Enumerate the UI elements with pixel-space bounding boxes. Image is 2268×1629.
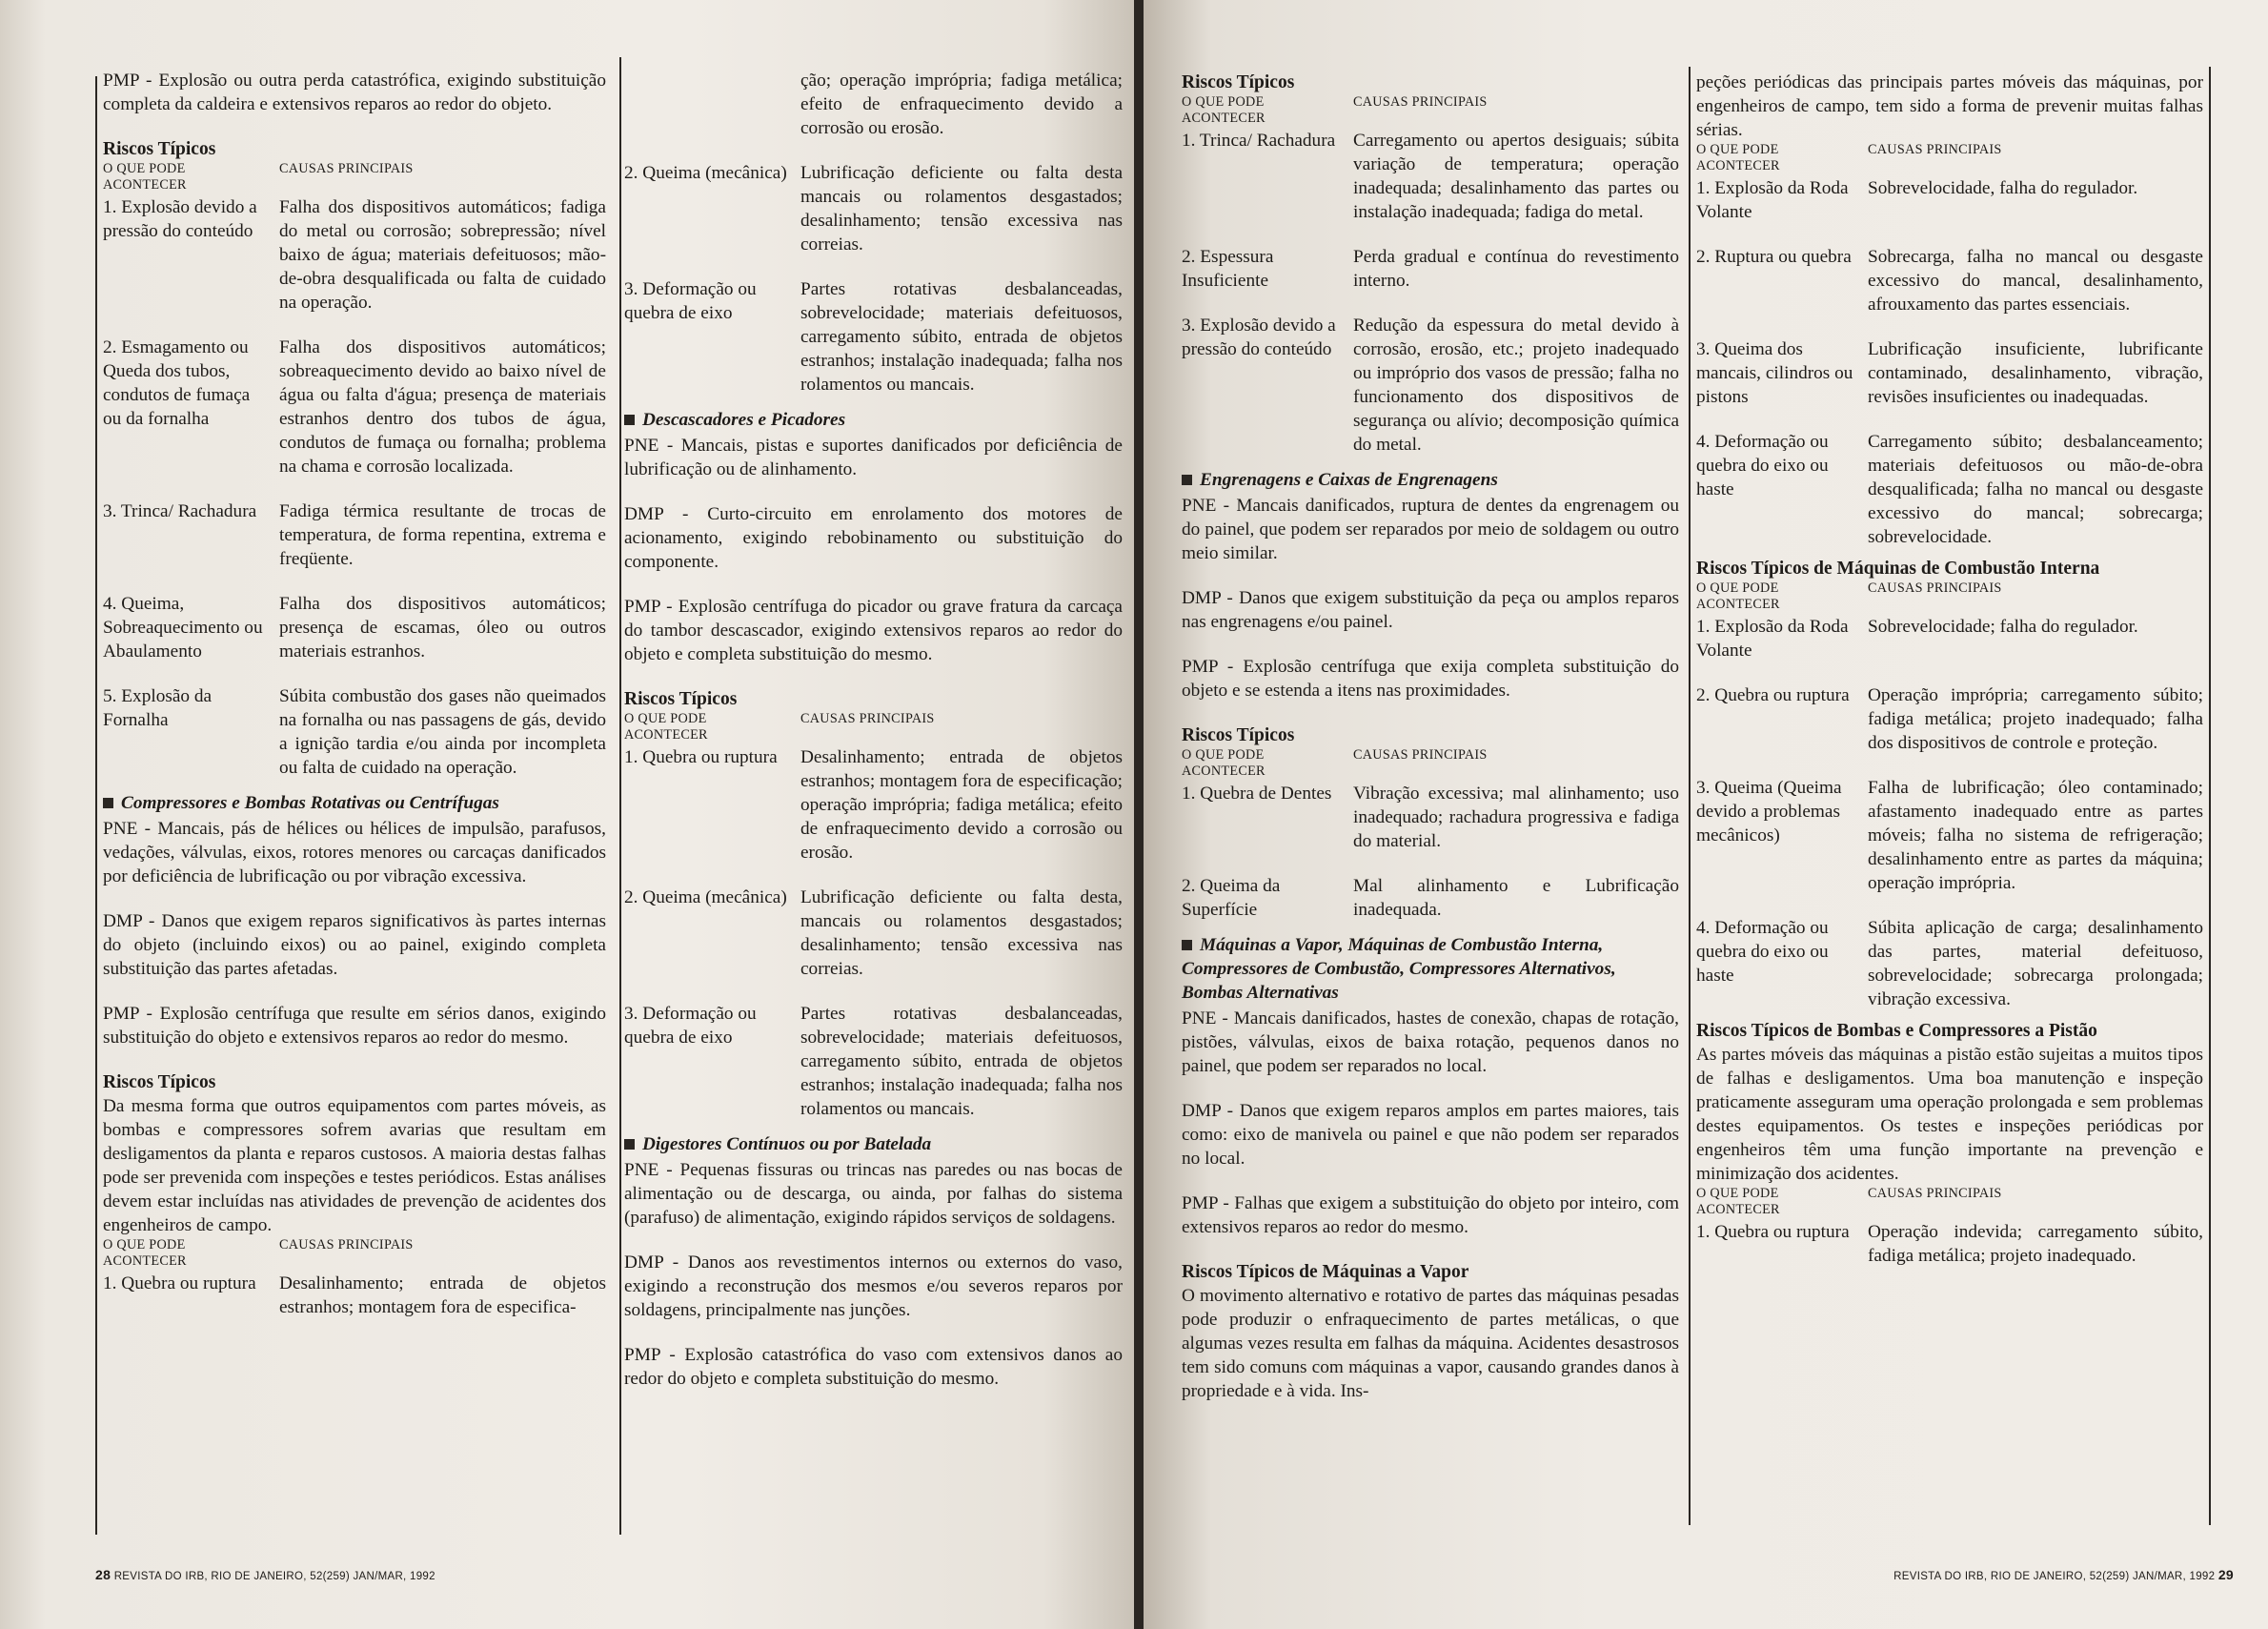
table-row: 5. Explosão da Fornalha Súbita combustão dos gases não queimados na fornalha ou nas passagens de gás, devido a ignição tardia e/ou ainda por incompleta ou falta de cuidado na operação. [103, 686, 606, 778]
table-row: 1. Explosão da Roda Volante Sobrevelocidade, falha do regulador. [1696, 178, 2138, 222]
table-row: 2. Queima (mecânica) Lubrificação deficiente ou falta desta, mancais ou rolamentos desgastados; desalinhamento; tensão excessiva nas correias. [624, 887, 1123, 979]
section-title: Riscos Típicos de Bombas e Compressores a Pistão [1696, 1021, 2097, 1041]
table-row: 1. Quebra ou ruptura Operação indevida; carregamento súbito, fadiga metálica; projeto inadequado. [1696, 1222, 2203, 1266]
pne-text: PNE - Mancais, pistas e suportes danificados por deficiência de lubrificação ou de alinhamento. [624, 436, 1123, 479]
table-row: 4. Deformação ou quebra do eixo ou haste Carregamento súbito; desbalanceamento; materiais defeituosos ou mão-de-obra desqualificada; falha no mancal ou desgaste excessivo do mancal; sobrecarga; sobrevelocidade. [1696, 432, 2203, 547]
dmp-text: DMP - Danos que exigem reparos significativos às partes internas do objeto (incluindo eixos) ou ao painel, exigindo completa substituição das partes afetadas. [103, 911, 606, 979]
column-rule [1689, 67, 1691, 1525]
left-column-1 [103, 69, 606, 1340]
page-number: 28 [95, 1567, 111, 1582]
pmp-text: PMP - Explosão centrífuga do picador ou grave fratura da carcaça do tambor descascador, exigindo extensivos reparos ao redor do objeto e completa substituição do mesmo. [624, 597, 1123, 664]
table-row: 1. Trinca/ Rachadura Carregamento ou apertos desiguais; súbita variação de temperatura; operação inadequada; desalinhamento das partes ou instalação inadequada; fadiga do metal. [1182, 131, 1679, 222]
page-number: 29 [2217, 1567, 2234, 1582]
square-bullet-icon [1182, 475, 1192, 485]
table-row: 4. Deformação ou quebra do eixo ou haste Súbita aplicação de carga; desalinhamento das partes, material defeituoso, sobrevelocidade; sobrecarga prolongada; vibração excessiva. [1696, 918, 2203, 1009]
table-title: Riscos Típicos de Máquinas de Combustão Interna [1696, 559, 2100, 579]
column-rule [95, 76, 97, 1535]
table-header: O QUE PODE ACONTECER CAUSAS PRINCIPAIS [1696, 580, 2002, 612]
body-text: Da mesma forma que outros equipamentos com partes móveis, as bombas e compressores sofrem avarias que resultam em desligamentos da planta e reparos custosos. A maioria destas falhas pode ser prevenida com inspeções e testes periódicos. Estas análises devem estar incluídas nas atividades de prevenção de acidentes dos engenheiros de campo. [103, 1096, 606, 1235]
intro-pmp: PMP - Explosão ou outra perda catastrófica, exigindo substituição completa da caldeira e extensivos reparos ao redor do objeto. [103, 71, 606, 114]
section-heading: Engrenagens e Caixas de Engrenagens [1182, 468, 1679, 492]
table-title: Riscos Típicos [103, 1072, 216, 1092]
table-title: Riscos Típicos [103, 139, 216, 159]
right-page [1144, 0, 2268, 1629]
table-row: 2. Espessura Insuficiente Perda gradual e contínua do revestimento interno. [1182, 247, 1679, 291]
dmp-text: DMP - Danos que exigem reparos amplos em partes maiores, tais como: eixo de manivela ou painel e que não podem ser reparados no local. [1182, 1101, 1679, 1169]
table-row: 2. Esmagamento ou Queda dos tubos, condutos de fumaça ou da fornalha Falha dos dispositivos automáticos; sobreaquecimento devido ao baixo nível de água ou falta d'água; presença de materiais estranhos dentro dos tubos de água, condutos de fumaça ou fornalha; problema na chama e corrosão localizada. [103, 337, 606, 477]
page-footer [95, 1567, 435, 1582]
table-header: O QUE PODE ACONTECER CAUSAS PRINCIPAIS [103, 161, 414, 193]
table-title: Riscos Típicos [1182, 725, 1295, 745]
table-header: O QUE PODE ACONTECER CAUSAS PRINCIPAIS [1182, 747, 1488, 779]
table-row: 2. Queima da Superfície Mal alinhamento e Lubrificação inadequada. [1182, 876, 1679, 920]
table-row: 1. Quebra ou ruptura Desalinhamento; entrada de objetos estranhos; montagem fora de especifica- [103, 1273, 606, 1317]
pmp-text: PMP - Explosão centrífuga que exija completa substituição do objeto e se estenda a itens nas proximidades. [1182, 657, 1679, 701]
left-column-2 [624, 69, 1123, 1412]
square-bullet-icon [103, 798, 113, 808]
table-row: 3. Queima (Queima devido a problemas mecânicos) Falha de lubrificação; óleo contaminado; afastamento inadequado entre as partes móveis; falha no sistema de refrigeração; desalinhamento entre as partes da máquina; operação imprópria. [1696, 778, 2203, 893]
body-text: As partes móveis das máquinas a pistão estão sujeitas a muitos tipos de falhas e desligamentos. Uma boa manutenção e inspeção praticamente asseguram uma operação prolongada e sem problemas destes equipamentos. Os testes e inspeções periódicas por engenheiros têm uma função importante na prevenção e minimização dos acidentes. [1696, 1045, 2203, 1184]
table-row: 2. Ruptura ou quebra Sobrecarga, falha no mancal ou desgaste excessivo do mancal, desalinhamento, afrouxamento das partes essenciais. [1696, 247, 2203, 315]
footer-text: REVISTA DO IRB, RIO DE JANEIRO, 52(259) JAN/MAR, 1992 [1893, 1571, 2216, 1582]
pmp-text: PMP - Explosão catastrófica do vaso com extensivos danos ao redor do objeto e completa substituição do mesmo. [624, 1345, 1123, 1389]
table-row: 1. Quebra de Dentes Vibração excessiva; mal alinhamento; uso inadequado; rachadura progressiva e fadiga do material. [1182, 784, 1679, 851]
table-row: 3. Deformação ou quebra de eixo Partes rotativas desbalanceadas, sobrevelocidade; materiais defeituosos, carregamento súbito, entrada de objetos estranhos; instalação inadequada; falha nos rolamentos ou mancais. [624, 279, 1123, 395]
pne-text: PNE - Mancais, pás de hélices ou hélices de impulsão, parafusos, vedações, válvulas, eixos, rotores menores ou carcaças danificados por deficiência de lubrificação ou por vibração excessiva. [103, 819, 606, 886]
table-row: ção; operação imprópria; fadiga metálica; efeito de enfraquecimento devido a corrosão ou erosão. [800, 71, 1123, 138]
table-row: 2. Quebra ou ruptura Operação imprópria; carregamento súbito; fadiga metálica; projeto inadequado; falha dos dispositivos de controle e proteção. [1696, 685, 2203, 753]
column-rule [619, 57, 621, 1535]
pmp-text: PMP - Explosão centrífuga que resulte em sérios danos, exigindo substituição do objeto e extensivos reparos ao redor do mesmo. [103, 1004, 606, 1048]
dmp-text: DMP - Curto-circuito em enrolamento dos motores de acionamento, exigindo rebobinamento ou substituição do componente. [624, 504, 1123, 572]
table-header: O QUE PODE ACONTECER CAUSAS PRINCIPAIS [624, 711, 935, 743]
table-header: O QUE PODE ACONTECER CAUSAS PRINCIPAIS [1696, 1186, 2002, 1217]
body-text: O movimento alternativo e rotativo de partes das máquinas pesadas pode produzir o enfraquecimento de partes metálicas, o que algumas vezes resulta em falhas da máquina. Acidentes desastrosos tem sido comuns com máquinas a vapor, causando grandes danos à propriedade e à vida. Ins- [1182, 1286, 1679, 1401]
section-heading: Digestores Contínuos ou por Batelada [624, 1132, 1123, 1156]
pne-text: PNE - Pequenas fissuras ou trincas nas paredes ou nas bocas de alimentação ou de descarga, ou ainda, por falhas do sistema (parafuso) de alimentação, exigindo rápidos serviços de soldagens. [624, 1160, 1123, 1228]
pne-text: PNE - Mancais danificados, hastes de conexão, chapas de rotação, pistões, válvulas, eixos de baixa rotação, pequenos danos no painel, que podem ser reparados no local. [1182, 1008, 1679, 1076]
table-row: 3. Explosão devido a pressão do conteúdo Redução da espessura do metal devido à corrosão, erosão, etc.; projeto inadequado ou impróprio dos vasos de pressão; falha no funcionamento dos dispositivos de segurança ou alívio; decomposição química do metal. [1182, 316, 1679, 455]
table-title: Riscos Típicos [624, 689, 738, 709]
table-row: 3. Trinca/ Rachadura Fadiga térmica resultante de trocas de temperatura, de forma repentina, extrema e freqüente. [103, 501, 606, 569]
table-header: O QUE PODE ACONTECER CAUSAS PRINCIPAIS [103, 1237, 414, 1269]
table-row: 1. Explosão devido a pressão do conteúdo Falha dos dispositivos automáticos; fadiga do metal ou corrosão; sobrepressão; nível baixo de água; materiais defeituosos; mão-de-obra desqualificada ou falta de cuidado na operação. [103, 197, 606, 313]
table-row: 1. Explosão da Roda Volante Sobrevelocidade; falha do regulador. [1696, 617, 2138, 661]
section-title: Riscos Típicos de Máquinas a Vapor [1182, 1262, 1469, 1282]
square-bullet-icon [624, 415, 635, 425]
square-bullet-icon [1182, 940, 1192, 950]
section-heading: Compressores e Bombas Rotativas ou Centrífugas [103, 791, 606, 815]
column-rule [2209, 67, 2211, 1525]
right-column-2 [1696, 71, 2203, 1289]
body-text: peções periódicas das principais partes móveis das máquinas, por engenheiros de campo, tem sido a forma de prevenir muitas falhas sérias. [1696, 72, 2203, 140]
pne-text: PNE - Mancais danificados, ruptura de dentes da engrenagem ou do painel, que podem ser reparados por meio de soldagem ou outro meio similar. [1182, 496, 1679, 563]
table-header: O QUE PODE ACONTECER CAUSAS PRINCIPAIS [1696, 142, 2002, 173]
section-heading: Descascadores e Picadores [624, 408, 1123, 432]
table-row: 3. Deformação ou quebra de eixo Partes rotativas desbalanceadas, sobrevelocidade; materiais defeituosos, carregamento súbito, entrada de objetos estranhos; instalação inadequada; falha nos rolamentos ou mancais. [624, 1004, 1123, 1119]
table-row: 1. Quebra ou ruptura Desalinhamento; entrada de objetos estranhos; montagem fora de especificação; operação imprópria; fadiga metálica; efeito de enfraquecimento devido a corrosão ou erosão. [624, 747, 1123, 863]
dmp-text: DMP - Danos aos revestimentos internos ou externos do vaso, exigindo a reconstrução dos mesmos e/ou severos reparos por soldagens, principalmente nas junções. [624, 1252, 1123, 1320]
table-title: Riscos Típicos [1182, 72, 1295, 92]
table-row: 2. Queima (mecânica) Lubrificação deficiente ou falta desta mancais ou rolamentos desgastados; desalinhamento; tensão excessiva nas correias. [624, 163, 1123, 255]
right-column-1 [1182, 71, 1679, 1424]
pmp-text: PMP - Falhas que exigem a substituição do objeto por inteiro, com extensivos reparos ao redor do mesmo. [1182, 1193, 1679, 1237]
table-header: O QUE PODE ACONTECER CAUSAS PRINCIPAIS [1182, 94, 1488, 126]
table-row: 3. Queima dos mancais, cilindros ou pistons Lubrificação insuficiente, lubrificante contaminado, desalinhamento, vibração, revisões insuficientes ou inadequadas. [1696, 339, 2203, 407]
section-heading: Máquinas a Vapor, Máquinas de Combustão Interna, Compressores de Combustão, Compressores Alternativos, Bombas Alternativas [1182, 935, 1616, 1003]
square-bullet-icon [624, 1139, 635, 1150]
table-row: 4. Queima, Sobreaquecimento ou Abaulamento Falha dos dispositivos automáticos; presença de escamas, óleo ou outros materiais estranhos. [103, 594, 606, 662]
footer-text: REVISTA DO IRB, RIO DE JANEIRO, 52(259) JAN/MAR, 1992 [113, 1571, 435, 1582]
dmp-text: DMP - Danos que exigem substituição da peça ou amplos reparos nas engrenagens e/ou painel. [1182, 588, 1679, 632]
page-footer [1893, 1567, 2234, 1582]
